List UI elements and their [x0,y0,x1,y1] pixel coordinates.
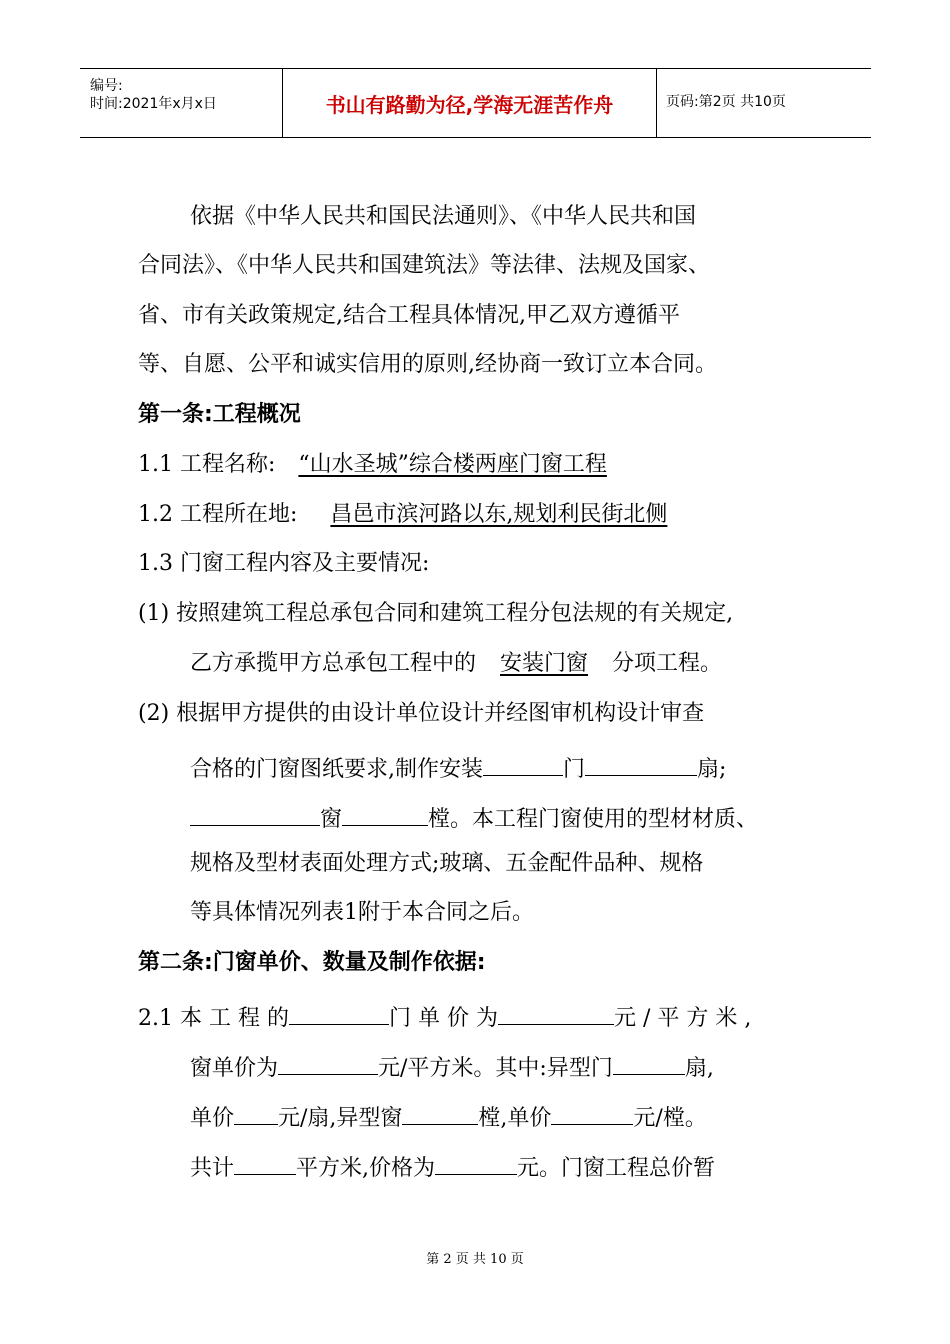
text-fragment: 乙方承揽甲方总承包工程中的 [190,651,477,676]
item-1-1-value: “山水圣城”综合楼两座门窗工程 [298,452,607,477]
item-1-3: 1.3 门窗工程内容及主要情况: [138,551,430,576]
article-2-heading: 第二条:门窗单价、数量及制作依据: [138,950,486,975]
item-2-1-line [190,1048,714,1084]
page-footer: 第 2 页 共 10 页 [426,1252,524,1267]
article-1-heading: 第一条:工程概况 [138,402,301,427]
text-fragment: 元/扇,异型窗 [278,1106,403,1131]
document-header [80,68,871,138]
text-fragment: 元/平方米。其中:异型门 [378,1056,613,1081]
paragraph-line: 合同法》、《中华人民共和国建筑法》等法律、法规及国家、 [138,253,711,278]
work-item-value: 安装门窗 [500,651,589,676]
paragraph-line: 省、市有关政策规定,结合工程具体情况,甲乙双方遵循平 [138,303,680,328]
text-fragment: 平方米,价格为 [296,1156,436,1181]
item-2-1-line [190,1098,707,1134]
blank-field[interactable] [402,1098,478,1125]
blank-field[interactable] [190,799,320,826]
text-fragment: 共计 [190,1156,235,1181]
sub-item-2-line: 等具体情况列表1附于本合同之后。 [190,900,534,925]
blank-field[interactable] [551,1098,633,1125]
text-fragment: 樘。本工程门窗使用的型材材质、 [428,807,759,832]
text-fragment: 扇, [684,1056,714,1081]
item-2-1-line [138,998,751,1034]
header-motto: 书山有路勤为径,学海无涯苦作舟 [283,69,657,137]
text-fragment: 单价 [190,1106,235,1131]
blank-field[interactable] [234,1148,296,1175]
text-fragment: 元/樘。 [633,1106,707,1131]
text-fragment: 元 / 平 方 米 , [613,1006,752,1031]
text-fragment: 分项工程。 [612,651,723,676]
blank-field[interactable] [585,749,697,776]
text-fragment: 门 单 价 为 [388,1006,498,1031]
blank-field[interactable] [342,799,428,826]
text-fragment: 门 [563,757,586,782]
blank-field[interactable] [435,1148,517,1175]
item-1-2-value: 昌邑市滨河路以东,规划利民街北侧 [330,502,668,527]
paragraph-line: 等、自愿、公平和诚实信用的原则,经协商一致订立本合同。 [138,352,717,377]
sub-item-2-line: 规格及型材表面处理方式;玻璃、五金配件品种、规格 [190,851,704,876]
item-1-2-label: 1.2 工程所在地: [138,502,298,527]
sub-item-2-line: (2) 根据甲方提供的由设计单位设计并经图审机构设计审查 [138,701,705,726]
header-meta-cell [80,69,283,137]
sub-item-2-line [190,799,758,835]
item-1-1-label: 1.1 工程名称: [138,452,276,477]
blank-field[interactable] [289,998,389,1025]
blank-field[interactable] [613,1048,685,1075]
header-page-info: 页码:第2页 共10页 [666,94,786,110]
item-1-2 [138,500,667,530]
blank-field[interactable] [498,998,614,1025]
text-fragment: 扇; [697,757,727,782]
text-fragment: 合格的门窗图纸要求,制作安装 [190,757,483,782]
text-fragment: 2.1 本 工 程 的 [138,1006,289,1031]
sub-item-1-line: (1) 按照建筑工程总承包合同和建筑工程分包法规的有关规定, [138,601,734,626]
number-label: 编号: [90,78,123,94]
blank-field[interactable] [234,1098,278,1125]
text-fragment: 窗单价为 [190,1056,279,1081]
blank-field[interactable] [483,749,563,776]
item-1-1 [138,450,607,480]
sub-item-2-line [190,749,726,785]
item-2-1-line [190,1148,715,1184]
text-fragment: 窗 [320,807,343,832]
text-fragment: 樘,单价 [478,1106,552,1131]
blank-field[interactable] [278,1048,378,1075]
text-fragment: 元。门窗工程总价暂 [517,1156,716,1181]
paragraph-line: 依据《中华人民共和国民法通则》、《中华人民共和国 [190,204,697,229]
sub-item-1-line [190,649,722,679]
time-label: 时间:2021年x月x日 [90,96,217,112]
